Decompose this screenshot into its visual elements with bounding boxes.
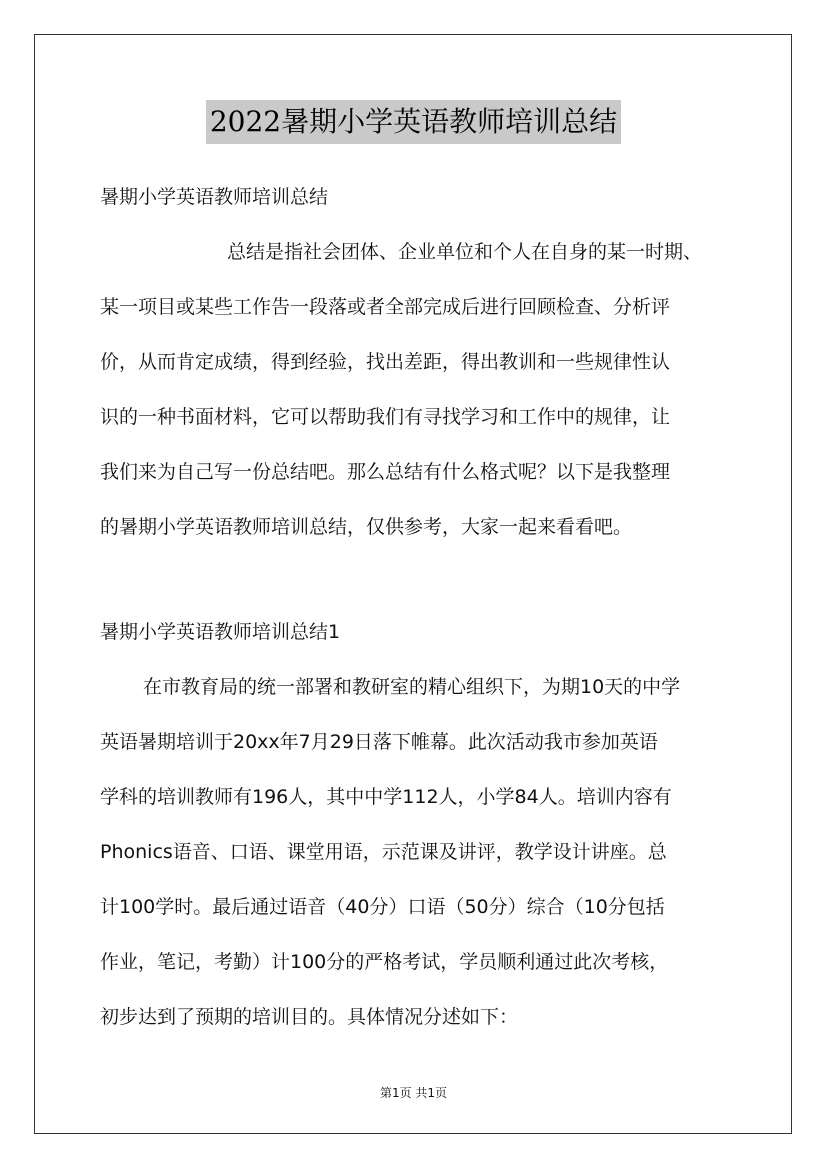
intro-line: 价，从而肯定成绩，得到经验，找出差距，得出教训和一些规律性认 [100,351,671,373]
section-heading: 暑期小学英语教师培训总结1 [100,621,341,643]
body-line: 在市教育局的统一部署和教研室的精心组织下，为期10天的中学 [143,676,681,698]
body-line: 学科的培训教师有196人，其中中学112人，小学84人。培训内容有 [100,786,672,808]
intro-line: 某一项目或某些工作告一段落或者全部完成后进行回顾检查、分析评 [100,296,671,318]
body-line: 初步达到了预期的培训目的。具体情况分述如下： [100,1006,519,1028]
body-line: 作业，笔记，考勤）计100分的严格考试，学员顺利通过此次考核， [100,951,669,973]
intro-line: 的暑期小学英语教师培训总结，仅供参考，大家一起来看看吧。 [100,516,633,538]
intro-line: 识的一种书面材料，它可以帮助我们有寻找学习和工作中的规律，让 [100,406,671,428]
intro-line: 我们来为自己写一份总结吧。那么总结有什么格式呢？以下是我整理 [100,461,671,483]
page-footer: 第1页 共1页 [379,1086,448,1100]
body-line: Phonics语音、口语、课堂用语，示范课及讲评，教学设计讲座。总 [100,841,667,863]
title-container [0,100,827,144]
body-line: 计100学时。最后通过语音（40分）口语（50分）综合（10分包括 [100,896,665,918]
document-subtitle: 暑期小学英语教师培训总结 [100,186,329,208]
intro-line: 总结是指社会团体、企业单位和个人在自身的某一时期、 [227,241,703,263]
document-title: 2022暑期小学英语教师培训总结 [206,100,621,144]
body-line: 英语暑期培训于20xx年7月29日落下帷幕。此次活动我市参加英语 [100,731,658,753]
